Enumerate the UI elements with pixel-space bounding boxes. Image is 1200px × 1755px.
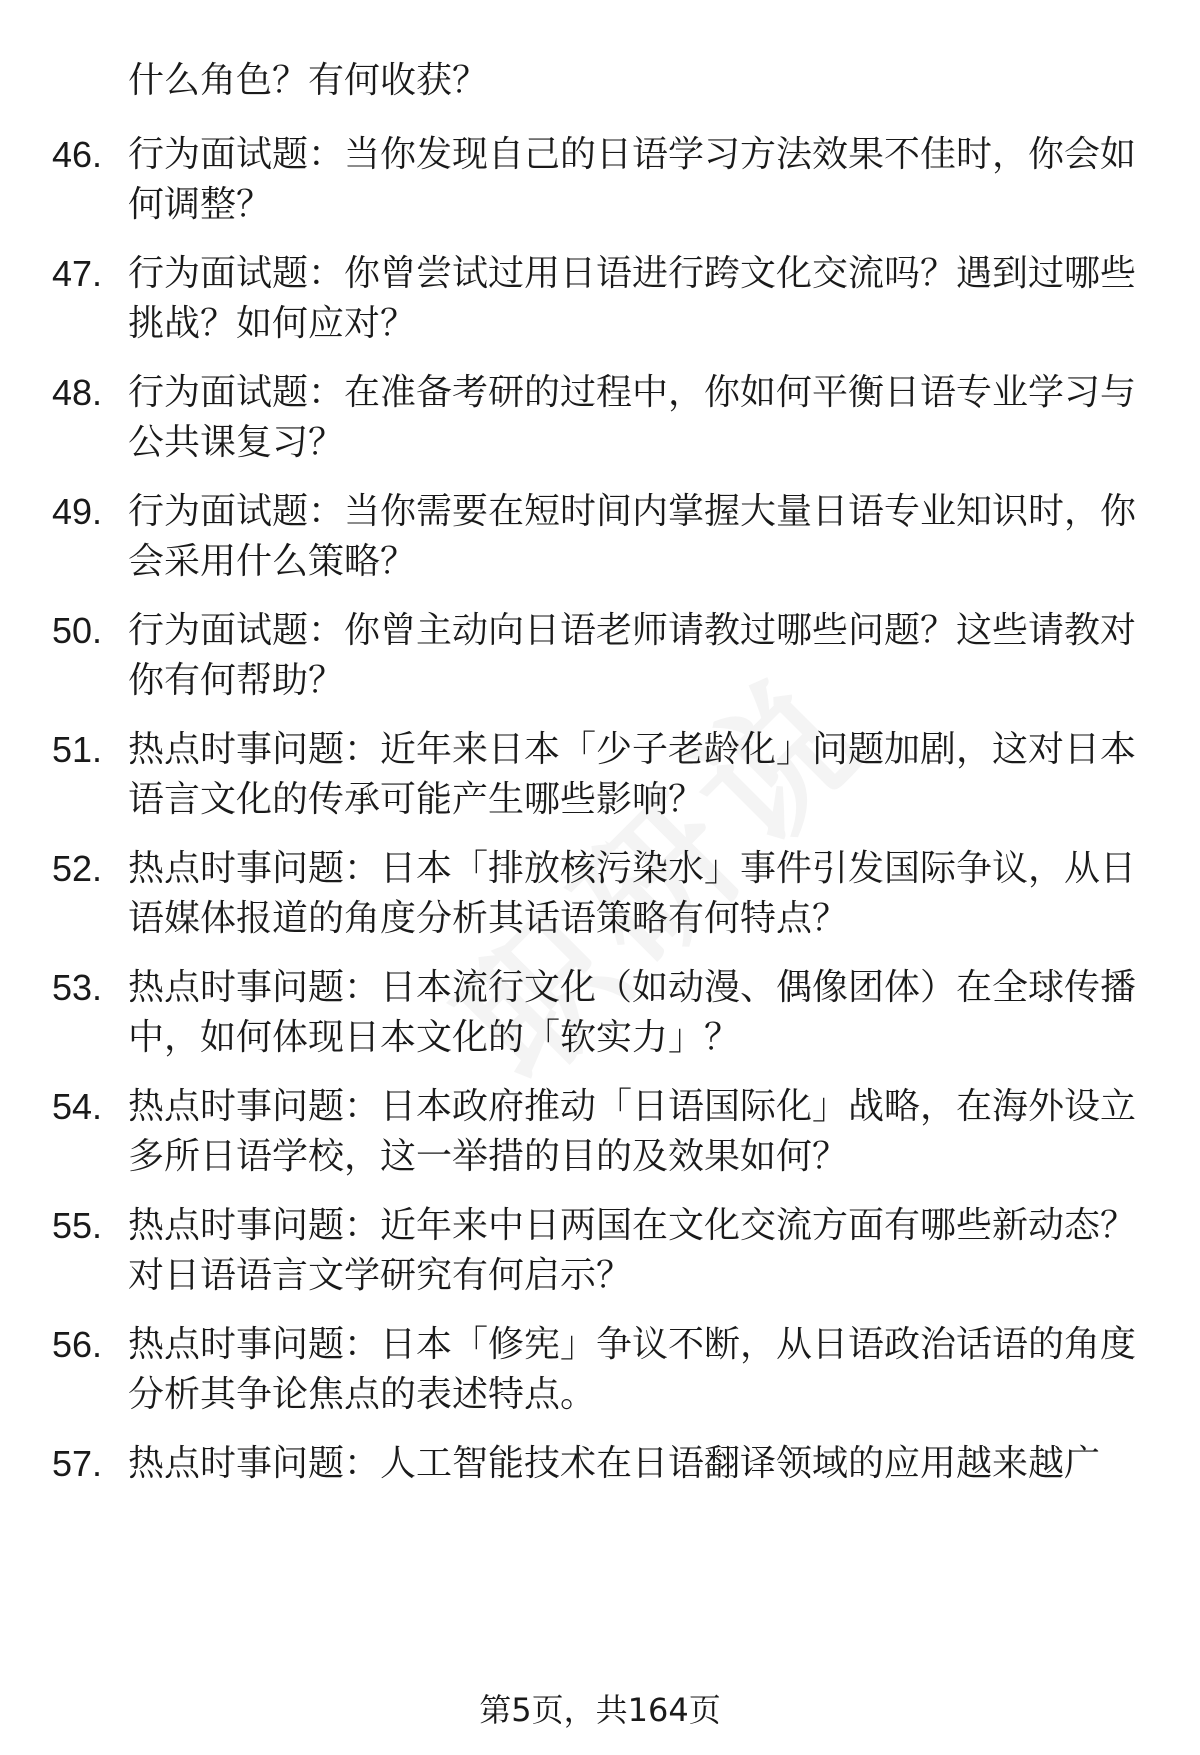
question-number: 48. — [52, 372, 103, 413]
question-number: 50. — [52, 610, 103, 651]
question-number: 47. — [52, 253, 103, 294]
question-text: 热点时事问题：日本「修宪」争议不断，从日语政治话语的角度分析其争论焦点的表述特点。 — [128, 1324, 1137, 1415]
question-number: 51. — [52, 729, 103, 770]
question-number: 56. — [52, 1324, 103, 1365]
question-number: 49. — [52, 491, 103, 532]
question-number: 52. — [52, 848, 103, 889]
question-number: 53. — [52, 967, 103, 1008]
question-text: 热点时事问题：近年来中日两国在文化交流方面有哪些新动态？对日语语言文学研究有何启示？ — [128, 1205, 1137, 1296]
question-text: 行为面试题：你曾主动向日语老师请教过哪些问题？这些请教对你有何帮助？ — [128, 610, 1137, 701]
question-text: 热点时事问题：日本「排放核污染水」事件引发国际争议，从日语媒体报道的角度分析其话语策略有何特点？ — [128, 848, 1137, 939]
question-number: 46. — [52, 134, 103, 175]
question-number: 57. — [52, 1443, 103, 1484]
question-number: 54. — [52, 1086, 103, 1127]
question-text: 行为面试题：当你发现自己的日语学习方法效果不佳时，你会如何调整？ — [128, 134, 1137, 225]
question-text: 热点时事问题：日本流行文化（如动漫、偶像团体）在全球传播中，如何体现日本文化的「软实力」？ — [128, 967, 1137, 1058]
question-number: 55. — [52, 1205, 103, 1246]
question-text: 热点时事问题：近年来日本「少子老龄化」问题加剧，这对日本语言文化的传承可能产生哪些影响？ — [128, 729, 1137, 820]
question-text: 热点时事问题：人工智能技术在日语翻译领域的应用越来越广 — [128, 1443, 1101, 1484]
question-text: 行为面试题：在准备考研的过程中，你如何平衡日语专业学习与公共课复习？ — [128, 372, 1137, 463]
continued-question-text: 什么角色？有何收获？ — [128, 60, 489, 101]
question-text: 行为面试题：当你需要在短时间内掌握大量日语专业知识时，你会采用什么策略？ — [128, 491, 1137, 582]
page-footer: 第5页，共164页 — [479, 1691, 721, 1729]
question-text: 行为面试题：你曾尝试过用日语进行跨文化交流吗？遇到过哪些挑战？如何应对？ — [128, 253, 1137, 344]
question-text: 热点时事问题：日本政府推动「日语国际化」战略，在海外设立多所日语学校，这一举措的目的及效果如何？ — [128, 1086, 1137, 1177]
